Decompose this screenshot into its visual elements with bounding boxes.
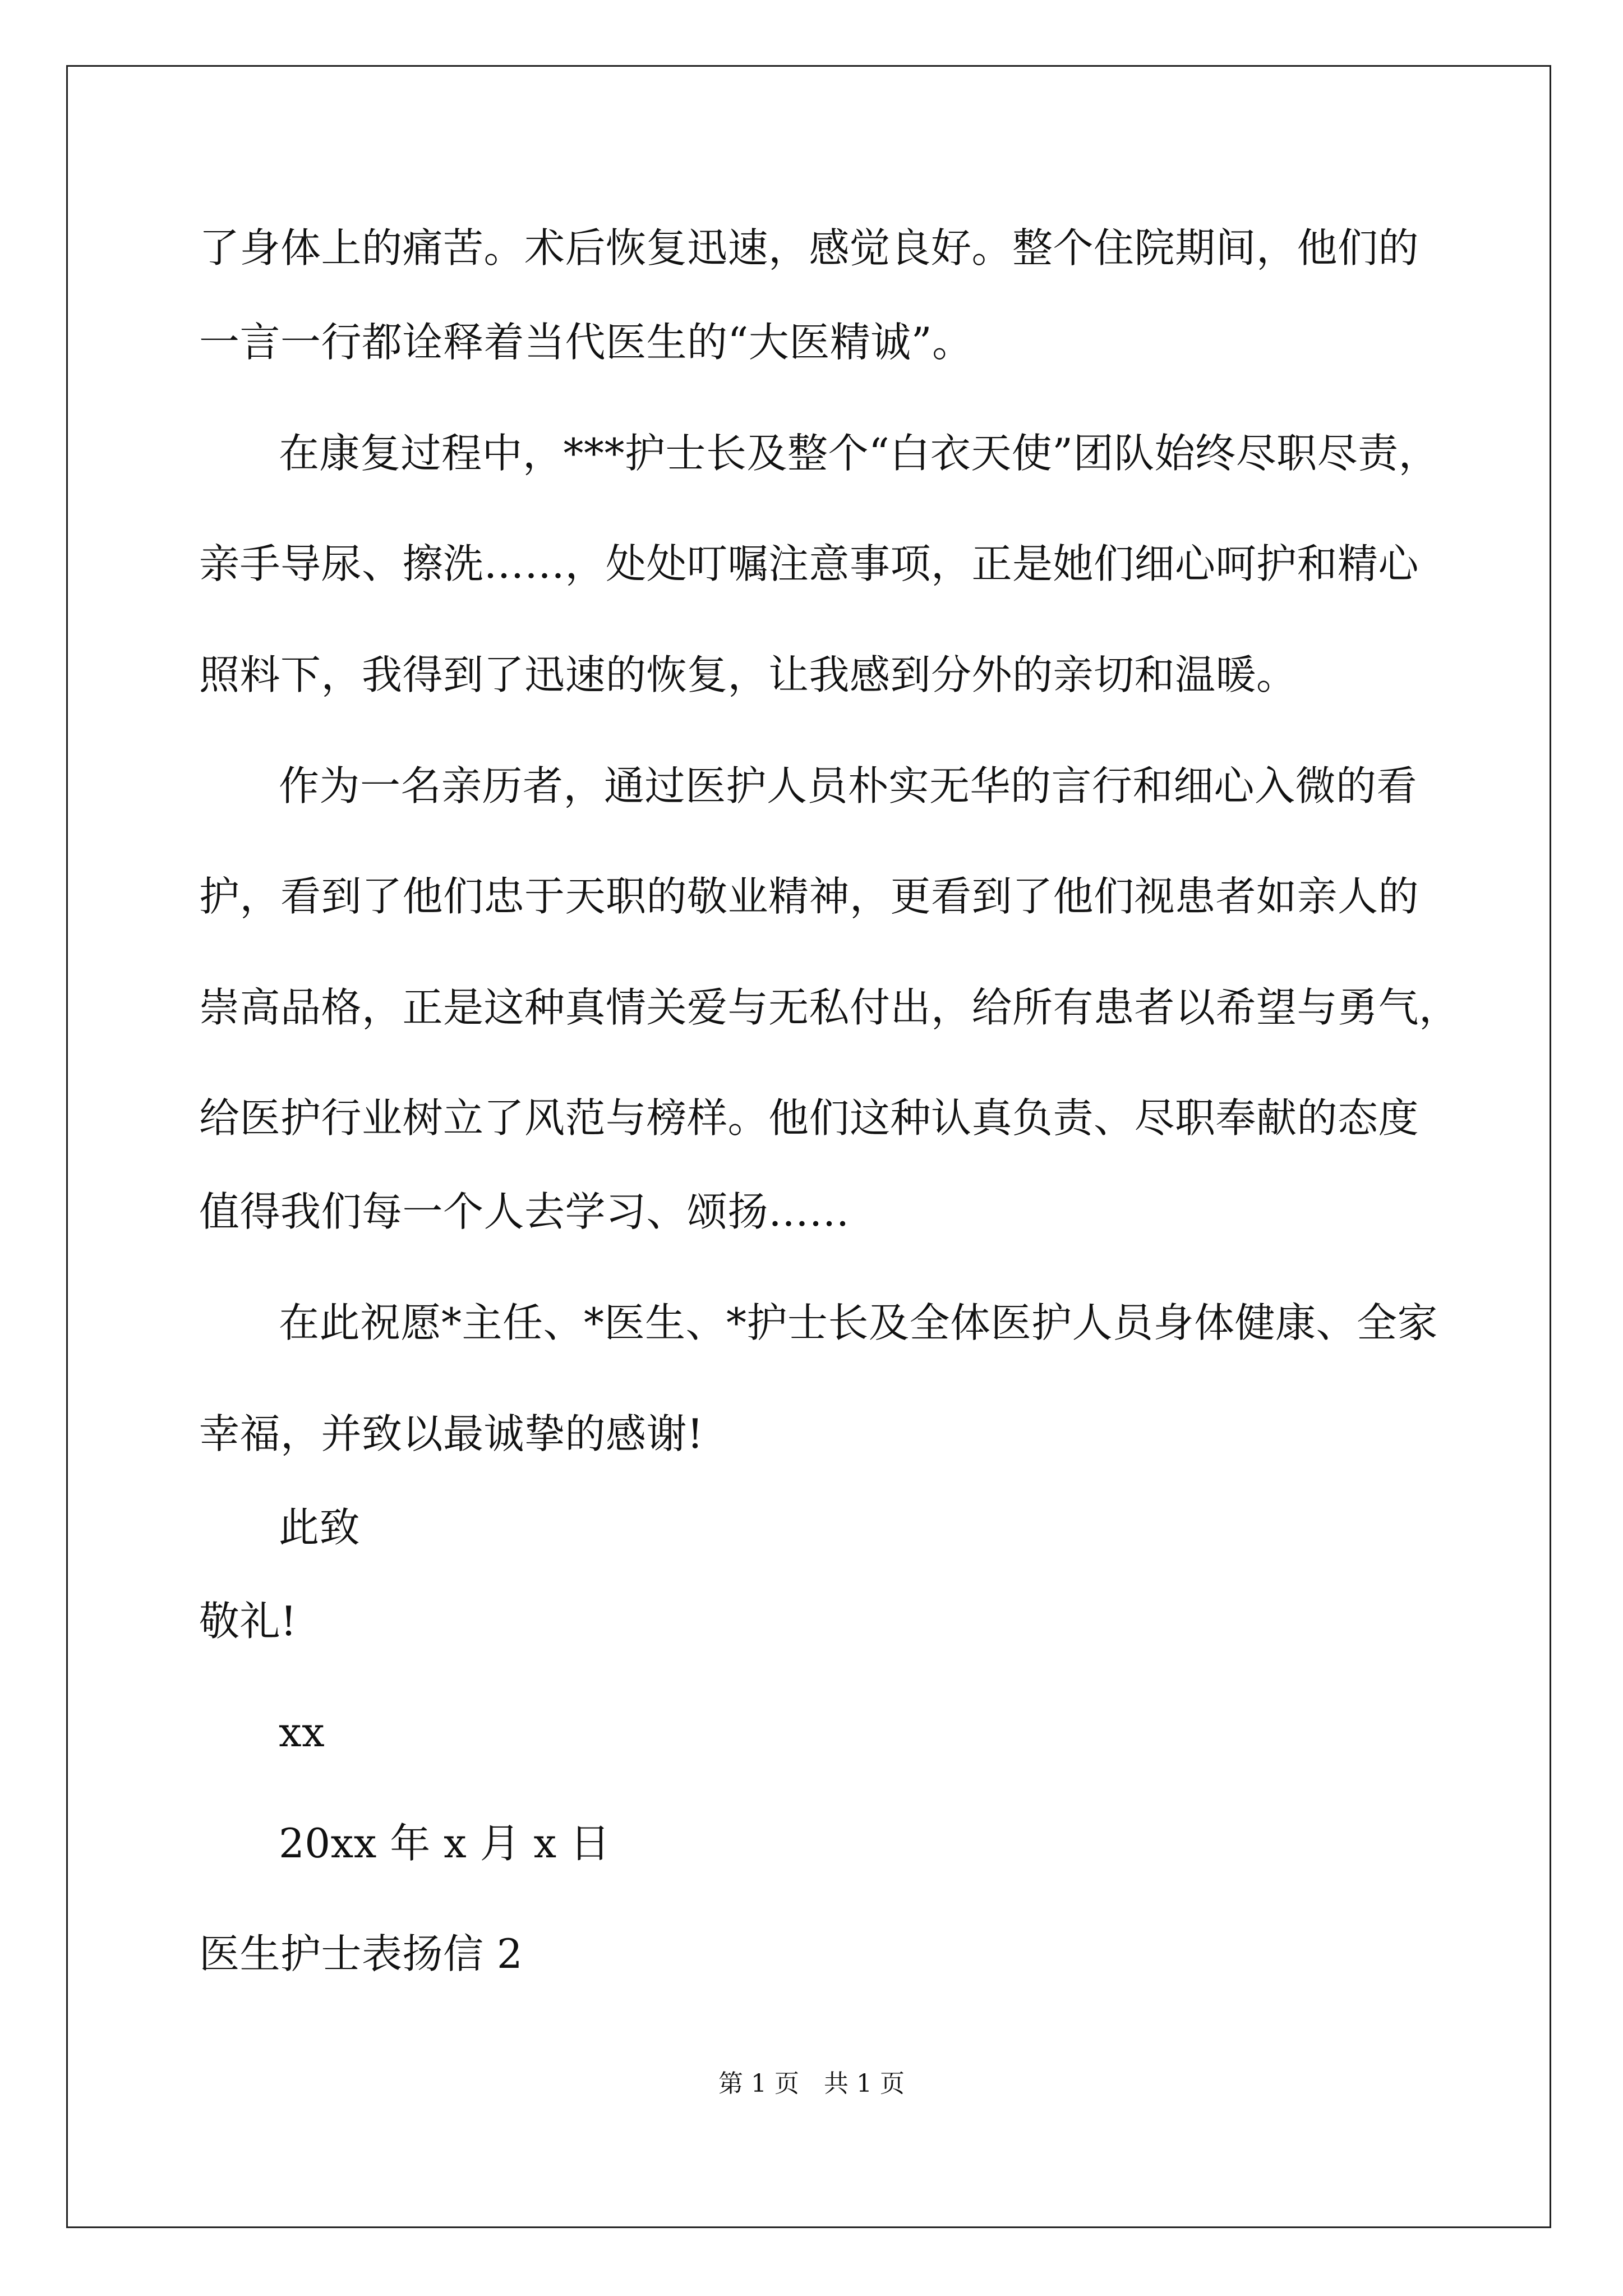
section-heading: 医生护士表扬信 2 [199, 1930, 523, 1977]
text-line: 在康复过程中，***护士长及整个“白衣天使”团队始终尽职尽责， [279, 430, 1440, 477]
text-line: 照料下，我得到了迅速的恢复，让我感到分外的亲切和温暖。 [199, 651, 1297, 698]
text-line: 给医护行业树立了风范与榜样。他们这种认真负责、尽职奉献的态度 [199, 1094, 1419, 1142]
text-line: 作为一名亲历者，通过医护人员朴实无华的言行和细心入微的看 [279, 762, 1418, 809]
text-line: 了身体上的痛苦。术后恢复迅速，感觉良好。整个住院期间，他们的 [199, 224, 1419, 272]
text-line: 幸福，并致以最诚挚的感谢! [199, 1410, 704, 1457]
signature: xx [279, 1709, 325, 1756]
text-line: 崇高品格，正是这种真情关爱与无私付出，给所有患者以希望与勇气， [199, 984, 1460, 1031]
date: 20xx 年 x 月 x 日 [279, 1820, 611, 1867]
text-line: 值得我们每一个人去学习、颂扬…… [199, 1188, 850, 1235]
text-line: 护，看到了他们忠于天职的敬业精神，更看到了他们视患者如亲人的 [199, 873, 1419, 920]
text-line: 在此祝愿*主任、*医生、*护士长及全体医护人员身体健康、全家 [279, 1299, 1438, 1346]
text-line: 亲手导尿、擦洗……，处处叮嘱注意事项，正是她们细心呵护和精心 [199, 540, 1419, 587]
page-border [66, 65, 1551, 2228]
text-line: 一言一行都诠释着当代医生的“大医精诚”。 [199, 319, 973, 366]
closing: 敬礼! [199, 1598, 297, 1645]
page-footer: 第 1 页 共 1 页 [718, 2069, 905, 2098]
salutation: 此致 [279, 1504, 361, 1551]
